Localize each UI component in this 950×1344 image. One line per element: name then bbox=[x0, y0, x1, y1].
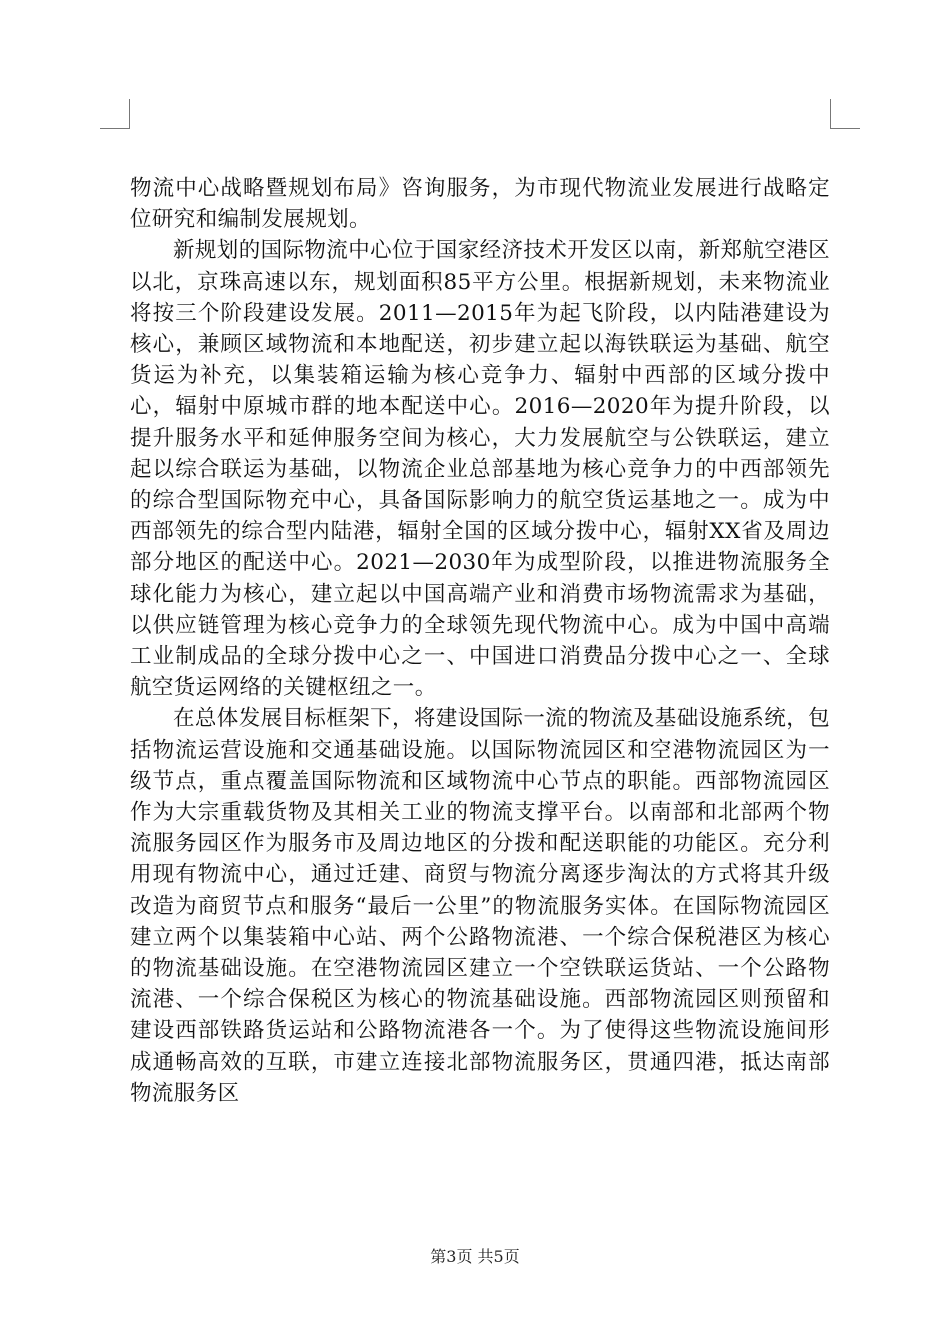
crop-mark bbox=[830, 99, 831, 129]
crop-mark bbox=[830, 128, 860, 129]
paragraph-infrastructure: 在总体发展目标框架下，将建设国际一流的物流及基础设施系统，包括物流运营设施和交通基础设施。以国际物流园区和空港物流园区为一级节点，重点覆盖国际物流和区域物流中心节点的职能。西部物流园区作为大宗重载货物及其相关工业的物流支撑平台。以南部和北部两个物流服务园区作为服务市及周边地区的分拨和配送职能的功能区。充分利用现有物流中心，通过迁建、商贸与物流分离逐步淘汰的方式将其升级改造为商贸节点和服务“最后一公里”的物流服务实体。在国际物流园区建立两个以集装箱中心站、两个公路物流港、一个综合保税港区为核心的物流基础设施。在空港物流园区建立一个空铁联运货站、一个公路物流港、一个综合保税区为核心的物流基础设施。西部物流园区则预留和建设西部铁路货运站和公路物流港各一个。为了使得这些物流设施间形成通畅高效的互联，市建立连接北部物流服务区，贯通四港，抵达南部物流服务区 bbox=[130, 706, 831, 1106]
paragraph-continued: 物流中心战略暨规划布局》咨询服务，为市现代物流业发展进行战略定位研究和编制发展规划。 bbox=[130, 176, 830, 233]
crop-mark bbox=[100, 128, 130, 129]
paragraph-planning-phases: 新规划的国际物流中心位于国家经济技术开发区以南，新郑航空港区以北，京珠高速以东，规划面积85平方公里。根据新规划，未来物流业将按三个阶段建设发展。2011—2015年为起飞阶段，以内陆港建设为核心，兼顾区域物流和本地配送，初步建立起以海铁联运为基础、航空货运为补充，以集装箱运输为核心竞争力、辐射中西部的区域分拨中心，辐射中原城市群的地本配送中心。2016—2020年为提升阶段，以提升服务水平和延伸服务空间为核心，大力发展航空与公铁联运，建立起以综合联运为基础，以物流企业总部基地为核心竞争力的中西部领先的综合型国际物充中心，具备国际影响力的航空货运基地之一。成为中西部领先的综合型内陆港，辐射全国的区域分拨中心，辐射XX省及周边部分地区的配送中心。2021—2030年为成型阶段，以推进物流服务全球化能力为核心，建立起以中国高端产业和消费市场物流需求为基础，以供应链管理为核心竞争力的全球领先现代物流中心。成为中国中高端工业制成品的全球分拨中心之一、中国进口消费品分拨中心之一、全球航空货运网络的关键枢纽之一。 bbox=[130, 238, 831, 701]
crop-mark bbox=[129, 99, 130, 129]
document-body bbox=[130, 173, 830, 1109]
page-number: 第3页 共5页 bbox=[430, 1247, 520, 1266]
